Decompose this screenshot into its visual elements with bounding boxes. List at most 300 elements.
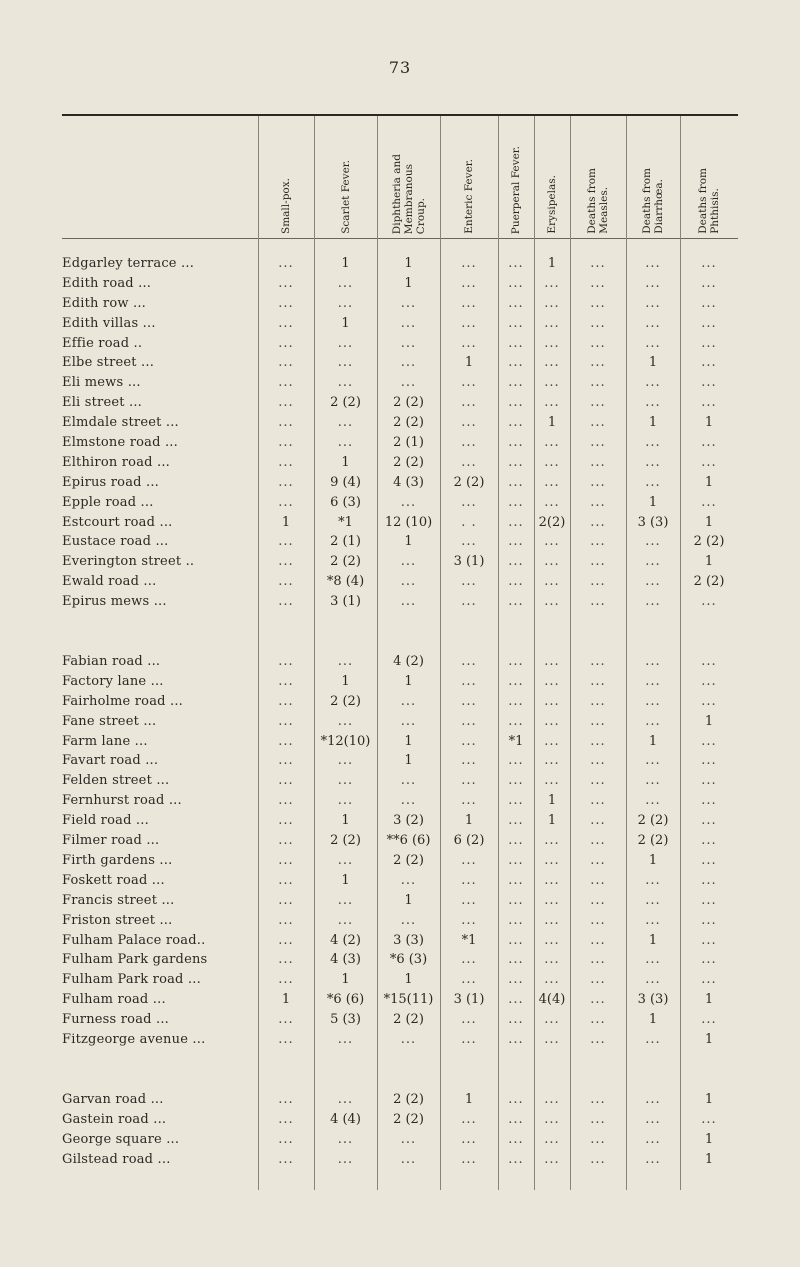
table-row [0, 316, 800, 336]
cell-puerperal: ... [508, 514, 524, 530]
cell-enteric: *1 [461, 932, 477, 948]
header-bottom-rule [62, 238, 738, 239]
cell-diarrhoea: ... [645, 1111, 661, 1127]
cell-enteric: ... [461, 654, 477, 670]
cell-diarrhoea: 1 [648, 494, 658, 510]
cell-phthisis: ... [701, 793, 717, 809]
cell-measles: ... [590, 872, 606, 888]
cell-enteric: 1 [464, 813, 474, 829]
table-row [0, 435, 800, 455]
cell-scarlet: *8 (4) [326, 574, 365, 590]
cell-diphtheria: ... [400, 315, 417, 331]
cell-scarlet: ... [337, 335, 354, 351]
cell-measles: ... [590, 395, 606, 411]
cell-measles: ... [590, 753, 606, 769]
cell-erysipelas: ... [544, 375, 560, 391]
cell-diarrhoea: ... [645, 275, 661, 291]
cell-diphtheria: 4 (2) [393, 654, 424, 670]
cell-scarlet: ... [337, 1131, 354, 1147]
column-header-label: Deaths from Diarrhœa. [641, 168, 665, 234]
cell-diphtheria: 2 (1) [393, 435, 424, 451]
cell-smallpox: ... [278, 494, 294, 510]
table-row [0, 833, 800, 853]
cell-erysipelas: ... [544, 852, 560, 868]
cell-enteric: ... [461, 574, 477, 590]
cell-measles: ... [590, 932, 606, 948]
cell-phthisis: 2 (2) [693, 534, 725, 550]
cell-scarlet: 1 [341, 315, 350, 331]
cell-smallpox: ... [278, 972, 294, 988]
cell-smallpox: ... [278, 335, 294, 351]
street-name: Edith row ... [62, 295, 146, 311]
table-row [0, 952, 800, 972]
cell-phthisis: ... [701, 256, 717, 271]
cell-puerperal: ... [508, 932, 524, 948]
cell-diphtheria: *6 (3) [389, 952, 428, 968]
cell-diarrhoea: ... [645, 872, 661, 888]
cell-phthisis: ... [701, 972, 717, 988]
cell-diphtheria: 2 (2) [393, 1091, 424, 1107]
table-row [0, 256, 800, 276]
cell-erysipelas: ... [544, 454, 560, 470]
cell-puerperal: ... [508, 1091, 524, 1107]
table-row [0, 1132, 800, 1152]
cell-scarlet: *6 (6) [326, 992, 365, 1008]
cell-smallpox: ... [278, 415, 294, 431]
cell-diarrhoea: ... [645, 375, 661, 391]
cell-diphtheria: 1 [404, 256, 413, 271]
cell-erysipelas: ... [544, 1151, 560, 1167]
street-name: Gastein road ... [62, 1111, 167, 1127]
cell-diarrhoea: 1 [648, 932, 658, 948]
cell-smallpox: ... [278, 435, 294, 451]
cell-phthisis: ... [701, 454, 717, 470]
cell-measles: ... [590, 972, 606, 988]
cell-diphtheria: ... [400, 912, 417, 928]
table-row [0, 415, 800, 435]
cell-erysipelas: ... [544, 773, 560, 789]
table-row [0, 534, 800, 554]
cell-phthisis: 1 [704, 1031, 714, 1047]
cell-smallpox: ... [278, 952, 294, 968]
cell-smallpox: ... [278, 594, 294, 610]
cell-measles: ... [590, 813, 606, 829]
cell-smallpox: ... [278, 395, 294, 411]
cell-erysipelas: ... [544, 713, 560, 729]
cell-measles: ... [590, 256, 606, 271]
street-name: Garvan road ... [62, 1091, 164, 1107]
street-name: Felden street ... [62, 773, 170, 789]
cell-phthisis: ... [701, 733, 717, 749]
street-name: Fitzgeorge avenue ... [62, 1031, 206, 1047]
cell-enteric: 1 [464, 1091, 474, 1107]
cell-diarrhoea: ... [645, 654, 661, 670]
cell-diphtheria: ... [400, 693, 417, 709]
cell-measles: ... [590, 1131, 606, 1147]
cell-measles: ... [590, 952, 606, 968]
table-row [0, 375, 800, 395]
cell-phthisis: 1 [704, 1151, 714, 1167]
column-header-erysipelas [534, 120, 570, 234]
table-row [0, 972, 800, 992]
cell-diarrhoea: ... [645, 534, 661, 550]
cell-diarrhoea: ... [645, 1031, 661, 1047]
cell-diphtheria: 4 (3) [393, 474, 424, 490]
cell-puerperal: ... [508, 355, 524, 371]
cell-diarrhoea: ... [645, 773, 661, 789]
cell-erysipelas: ... [544, 932, 560, 948]
street-name: Friston street ... [62, 912, 173, 928]
cell-diarrhoea: ... [645, 892, 661, 908]
cell-scarlet: 1 [341, 256, 350, 271]
cell-enteric: ... [461, 435, 477, 451]
cell-diarrhoea: ... [645, 256, 661, 271]
cell-diphtheria: 2 (2) [393, 454, 424, 470]
street-name: Fairholme road ... [62, 693, 184, 709]
cell-diarrhoea: ... [645, 574, 661, 590]
cell-diarrhoea: ... [645, 753, 661, 769]
cell-erysipelas: ... [544, 574, 560, 590]
cell-diphtheria: 3 (3) [393, 932, 424, 948]
cell-scarlet: 1 [341, 872, 350, 888]
cell-measles: ... [590, 1091, 606, 1107]
cell-diphtheria: 12 (10) [384, 514, 433, 530]
street-name: Francis street ... [62, 892, 175, 908]
cell-scarlet: ... [337, 415, 354, 431]
cell-puerperal: ... [508, 992, 524, 1008]
street-name: Gilstead road ... [62, 1151, 171, 1167]
table-row [0, 873, 800, 893]
cell-erysipelas: 1 [547, 793, 557, 809]
cell-phthisis: ... [701, 932, 717, 948]
cell-phthisis: ... [701, 952, 717, 968]
group-spacer [0, 1052, 800, 1092]
cell-enteric: 3 (1) [453, 554, 485, 570]
cell-puerperal: ... [508, 395, 524, 411]
cell-measles: ... [590, 713, 606, 729]
cell-smallpox: ... [278, 713, 294, 729]
cell-enteric: ... [461, 952, 477, 968]
cell-measles: ... [590, 1111, 606, 1127]
cell-puerperal: ... [508, 813, 524, 829]
cell-measles: ... [590, 654, 606, 670]
cell-diarrhoea: ... [645, 594, 661, 610]
table-row [0, 296, 800, 316]
street-name: Elmdale street ... [62, 415, 179, 431]
cell-erysipelas: ... [544, 275, 560, 291]
cell-diarrhoea: ... [645, 395, 661, 411]
table-row [0, 893, 800, 913]
cell-enteric: ... [461, 454, 477, 470]
cell-diarrhoea: ... [645, 435, 661, 451]
street-name: Fernhurst road ... [62, 793, 182, 809]
cell-erysipelas: ... [544, 693, 560, 709]
cell-erysipelas: ... [544, 355, 560, 371]
cell-diphtheria: 1 [404, 673, 413, 689]
cell-measles: ... [590, 494, 606, 510]
cell-diarrhoea: ... [645, 972, 661, 988]
cell-scarlet: 5 (3) [330, 1012, 361, 1028]
cell-smallpox: ... [278, 1091, 294, 1107]
cell-diphtheria: 2 (2) [393, 1111, 424, 1127]
cell-diphtheria: *15(11) [383, 992, 434, 1008]
cell-erysipelas: ... [544, 654, 560, 670]
cell-enteric: ... [461, 773, 477, 789]
cell-smallpox: ... [278, 773, 294, 789]
table-row [0, 574, 800, 594]
cell-smallpox: ... [278, 256, 294, 271]
cell-phthisis: 2 (2) [693, 574, 725, 590]
cell-enteric: 6 (2) [453, 833, 485, 849]
cell-smallpox: ... [278, 474, 294, 490]
cell-scarlet: ... [337, 1091, 354, 1107]
cell-diphtheria: 2 (2) [393, 415, 424, 431]
table-row [0, 913, 800, 933]
cell-enteric: ... [461, 335, 477, 351]
cell-scarlet: ... [337, 852, 354, 868]
cell-puerperal: ... [508, 753, 524, 769]
cell-scarlet: *12(10) [320, 733, 371, 749]
cell-measles: ... [590, 912, 606, 928]
street-name: Elthiron road ... [62, 454, 170, 470]
cell-diarrhoea: 1 [648, 733, 658, 749]
cell-phthisis: ... [701, 355, 717, 371]
cell-enteric: ... [461, 395, 477, 411]
cell-enteric: ... [461, 415, 477, 431]
street-name: Furness road ... [62, 1012, 169, 1028]
cell-enteric: ... [461, 852, 477, 868]
cell-enteric: . . [461, 514, 477, 530]
cell-enteric: ... [461, 534, 477, 550]
cell-phthisis: ... [701, 315, 717, 331]
cell-measles: ... [590, 554, 606, 570]
cell-measles: ... [590, 892, 606, 908]
cell-measles: ... [590, 673, 606, 689]
cell-phthisis: ... [701, 872, 717, 888]
cell-diphtheria: ... [400, 375, 417, 391]
cell-scarlet: 1 [341, 813, 350, 829]
cell-scarlet: ... [337, 912, 354, 928]
cell-erysipelas: 1 [547, 256, 557, 271]
cell-erysipelas: 1 [547, 813, 557, 829]
cell-measles: ... [590, 474, 606, 490]
cell-measles: ... [590, 375, 606, 391]
cell-measles: ... [590, 1151, 606, 1167]
cell-puerperal: ... [508, 793, 524, 809]
table-row [0, 475, 800, 495]
street-name: Elmstone road ... [62, 435, 178, 451]
street-name: Edith villas ... [62, 315, 156, 331]
table-row [0, 276, 800, 296]
cell-scarlet: ... [337, 295, 354, 311]
cell-smallpox: ... [278, 574, 294, 590]
cell-scarlet: ... [337, 355, 354, 371]
cell-erysipelas: ... [544, 335, 560, 351]
cell-smallpox: ... [278, 912, 294, 928]
street-name: Fulham road ... [62, 992, 166, 1008]
cell-scarlet: 2 (2) [330, 693, 361, 709]
cell-diarrhoea: 1 [648, 852, 658, 868]
column-header-diphtheria [377, 120, 440, 234]
street-name: Favart road ... [62, 753, 159, 769]
cell-diphtheria: ... [400, 295, 417, 311]
cell-puerperal: ... [508, 673, 524, 689]
cell-phthisis: ... [701, 673, 717, 689]
cell-smallpox: ... [278, 295, 294, 311]
cell-measles: ... [590, 355, 606, 371]
cell-enteric: ... [461, 375, 477, 391]
cell-smallpox: ... [278, 932, 294, 948]
cell-phthisis: 1 [704, 713, 714, 729]
cell-puerperal: ... [508, 912, 524, 928]
cell-diarrhoea: ... [645, 474, 661, 490]
cell-puerperal: ... [508, 315, 524, 331]
cell-measles: ... [590, 315, 606, 331]
cell-erysipelas: ... [544, 594, 560, 610]
cell-enteric: ... [461, 1031, 477, 1047]
cell-smallpox: ... [278, 753, 294, 769]
cell-scarlet: ... [337, 892, 354, 908]
cell-puerperal: ... [508, 474, 524, 490]
table-row [0, 554, 800, 574]
cell-scarlet: 4 (3) [330, 952, 361, 968]
cell-diphtheria: ... [400, 554, 417, 570]
cell-smallpox: ... [278, 654, 294, 670]
street-name: Foskett road ... [62, 872, 165, 888]
cell-puerperal: ... [508, 1031, 524, 1047]
table-row [0, 495, 800, 515]
cell-erysipelas: ... [544, 872, 560, 888]
cell-puerperal: ... [508, 574, 524, 590]
cell-diphtheria: ... [400, 574, 417, 590]
cell-diphtheria: 3 (2) [393, 813, 424, 829]
table-row [0, 933, 800, 953]
cell-erysipelas: ... [544, 1012, 560, 1028]
cell-enteric: ... [461, 713, 477, 729]
street-name: Fulham Palace road.. [62, 932, 206, 948]
cell-enteric: 1 [464, 355, 474, 371]
table-row [0, 395, 800, 415]
table-row [0, 355, 800, 375]
cell-smallpox: ... [278, 315, 294, 331]
street-name: Eli mews ... [62, 375, 141, 391]
cell-smallpox: ... [278, 673, 294, 689]
cell-measles: ... [590, 534, 606, 550]
cell-erysipelas: ... [544, 295, 560, 311]
cell-diphtheria: ... [400, 872, 417, 888]
cell-diphtheria: 2 (2) [393, 395, 424, 411]
cell-puerperal: ... [508, 872, 524, 888]
column-header-label: Diphtheria and Membranous Croup. [390, 153, 427, 234]
cell-diarrhoea: 1 [648, 1012, 658, 1028]
cell-enteric: ... [461, 1151, 477, 1167]
cell-diphtheria: 1 [404, 892, 413, 908]
street-name: Field road ... [62, 813, 149, 829]
cell-smallpox: ... [278, 1031, 294, 1047]
cell-puerperal: ... [508, 295, 524, 311]
cell-erysipelas: ... [544, 833, 560, 849]
cell-smallpox: ... [278, 1151, 294, 1167]
table-row [0, 1012, 800, 1032]
cell-measles: ... [590, 1012, 606, 1028]
street-name: Epirus mews ... [62, 594, 167, 610]
cell-puerperal: ... [508, 892, 524, 908]
cell-phthisis: ... [701, 594, 717, 610]
cell-puerperal: ... [508, 1151, 524, 1167]
cell-phthisis: 1 [704, 1091, 714, 1107]
street-name: George square ... [62, 1131, 180, 1147]
cell-measles: ... [590, 415, 606, 431]
street-name: Filmer road ... [62, 833, 160, 849]
cell-enteric: ... [461, 892, 477, 908]
cell-enteric: ... [461, 693, 477, 709]
cell-smallpox: 1 [281, 514, 291, 530]
cell-diphtheria: ... [400, 1131, 417, 1147]
cell-puerperal: ... [508, 256, 524, 271]
cell-enteric: ... [461, 1111, 477, 1127]
street-name: Epirus road ... [62, 474, 160, 490]
cell-scarlet: 2 (2) [330, 833, 361, 849]
cell-measles: ... [590, 1031, 606, 1047]
column-header-scarlet [314, 120, 377, 234]
cell-erysipelas: ... [544, 315, 560, 331]
cell-diphtheria: ... [400, 494, 417, 510]
cell-measles: ... [590, 574, 606, 590]
cell-enteric: ... [461, 753, 477, 769]
street-name: Eli street ... [62, 395, 142, 411]
cell-puerperal: ... [508, 494, 524, 510]
cell-smallpox: ... [278, 375, 294, 391]
cell-phthisis: ... [701, 1111, 717, 1127]
cell-erysipelas: 1 [547, 415, 557, 431]
table-row [0, 1152, 800, 1172]
cell-puerperal: ... [508, 534, 524, 550]
cell-diphtheria: 1 [404, 972, 413, 988]
cell-erysipelas: ... [544, 1111, 560, 1127]
cell-enteric: ... [461, 1131, 477, 1147]
cell-measles: ... [590, 793, 606, 809]
cell-erysipelas: ... [544, 554, 560, 570]
cell-puerperal: ... [508, 275, 524, 291]
cell-scarlet: ... [337, 753, 354, 769]
cell-erysipelas: ... [544, 1031, 560, 1047]
cell-smallpox: ... [278, 872, 294, 888]
cell-puerperal: ... [508, 375, 524, 391]
cell-phthisis: 1 [704, 992, 714, 1008]
cell-diarrhoea: 2 (2) [637, 813, 669, 829]
cell-diarrhoea: ... [645, 693, 661, 709]
cell-phthisis: ... [701, 892, 717, 908]
cell-scarlet: 1 [341, 673, 350, 689]
cell-diarrhoea: ... [645, 1091, 661, 1107]
street-name: Everington street .. [62, 554, 195, 570]
cell-measles: ... [590, 435, 606, 451]
cell-measles: ... [590, 275, 606, 291]
cell-phthisis: ... [701, 494, 717, 510]
cell-scarlet: ... [337, 1151, 354, 1167]
cell-diphtheria: 1 [404, 733, 413, 749]
table-row [0, 813, 800, 833]
cell-phthisis: ... [701, 813, 717, 829]
cell-measles: ... [590, 335, 606, 351]
column-header-label: Erysipelas. [546, 175, 558, 234]
street-name: Fane street ... [62, 713, 157, 729]
cell-diphtheria: ... [400, 355, 417, 371]
street-name: Fulham Park road ... [62, 972, 201, 988]
cell-scarlet: 4 (4) [330, 1111, 361, 1127]
column-header-label: Puerperal Fever. [510, 145, 522, 234]
cell-diarrhoea: ... [645, 793, 661, 809]
